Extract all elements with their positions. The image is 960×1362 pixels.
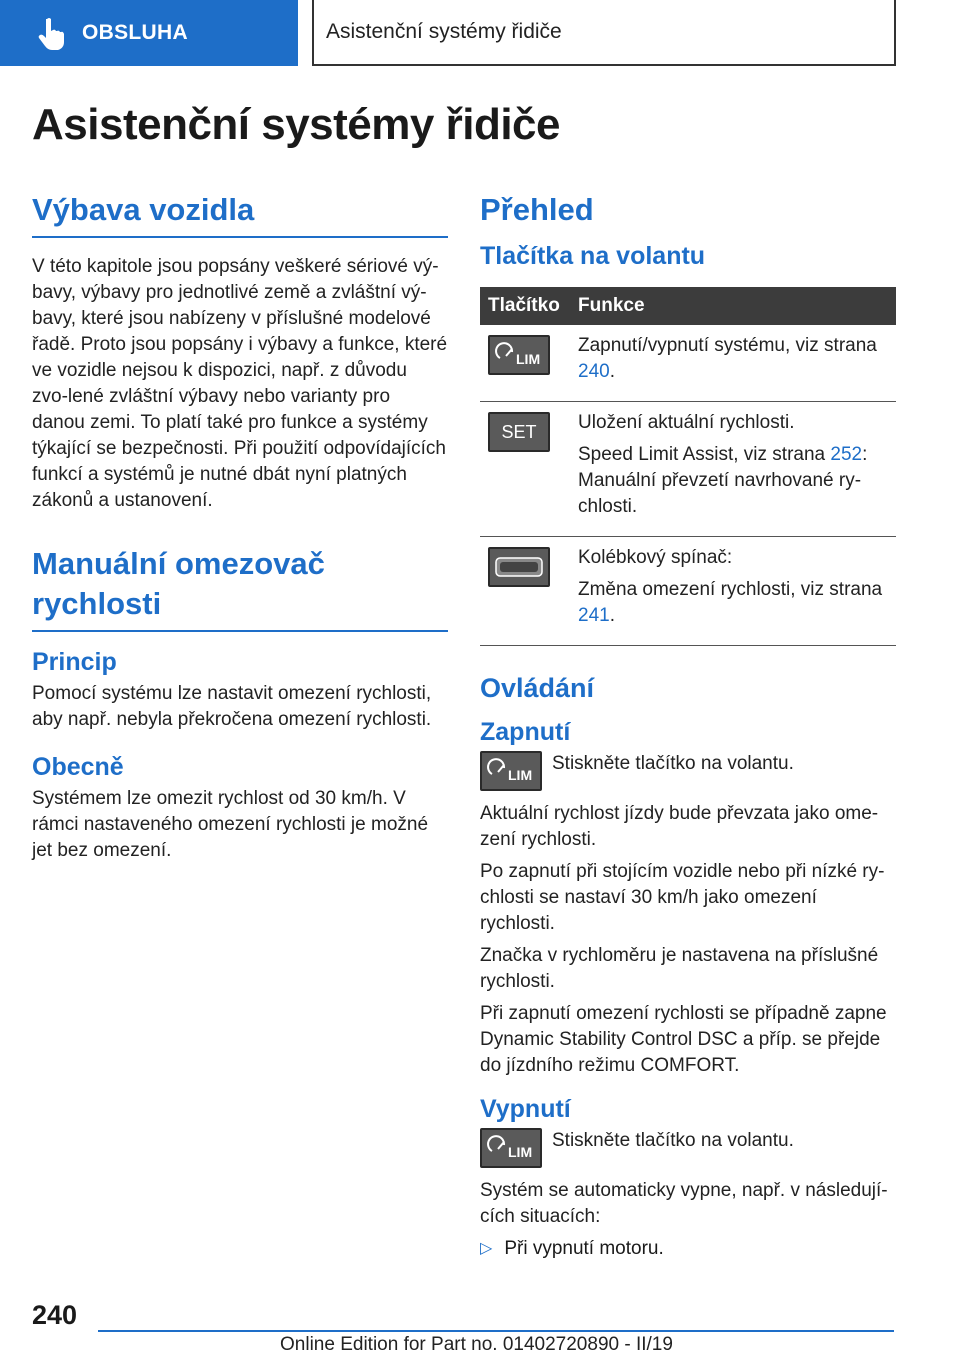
heading-ovladani: Ovládání — [480, 673, 595, 703]
zapnuti-paragraph-1: Aktuální rychlost jízdy bude převzata jako ome-zení rychlosti. — [480, 803, 879, 850]
table-row — [480, 325, 896, 402]
left-column — [32, 190, 448, 870]
hand-pointer-icon — [36, 16, 66, 50]
svg-text:LIM: LIM — [508, 767, 533, 783]
footer-divider — [98, 1330, 894, 1332]
table-header-function: Funkce — [570, 287, 896, 325]
heading-vybava-vozidla: Výbava vozidla — [32, 190, 448, 238]
page-number: 240 — [32, 1300, 78, 1330]
section-tab-label: OBSLUHA — [82, 21, 188, 44]
heading-vypnuti: Vypnutí — [480, 1095, 571, 1123]
right-column — [480, 190, 896, 1262]
heading-tlacitka: Tlačítka na volantu — [480, 242, 706, 270]
vypnuti-paragraph-1: Systém se automaticky vypne, např. v následují-cích situacích: — [480, 1180, 888, 1227]
row2-text-1: Uložení aktuální rychlosti. — [578, 412, 795, 433]
page-title: Asistenční systémy řidiče — [32, 100, 560, 149]
page-link-241[interactable]: 241 — [578, 605, 610, 626]
heading-princip: Princip — [32, 648, 117, 676]
rocker-switch-icon — [488, 547, 550, 587]
breadcrumb: Asistenční systémy řidiče — [312, 0, 896, 66]
lim-button-icon — [480, 1128, 542, 1168]
heading-zapnuti: Zapnutí — [480, 718, 571, 746]
zapnuti-instruction — [480, 751, 896, 791]
page-link-252[interactable]: 252 — [830, 444, 863, 465]
zapnuti-paragraph-4: Při zapnutí omezení rychlosti se případně zapne Dynamic Stability Control DSC a příp. se přejde do jízdního režimu COMFORT. — [480, 1003, 887, 1076]
svg-text:LIM: LIM — [508, 1144, 533, 1160]
lim-button-icon — [488, 335, 550, 375]
paragraph-princip: Pomocí systému lze nastavit omezení rychlosti, aby např. nebyla překročena omezení rychlosti. — [32, 683, 432, 730]
heading-omezovac: Manuální omezovač rychlosti — [32, 544, 448, 632]
footer-edition: Online Edition for Part no. 01402720890 - II/19 — [280, 1334, 673, 1355]
set-button-icon: SET — [488, 412, 550, 452]
paragraph-vybava: V této kapitole jsou popsány veškeré sériové vý-bavy, výbavy pro jednotlivé země a zvláštní vý-bavy, které jsou nabízeny v příslušné modelové řadě. Proto jsou popsány i výbavy a funkce, které ve vozidle nejsou k dispozici, např. z důvodu zvo-lené zvláštní výbavy nebo varianty pro danou zemi. To platí také pro funkce a systémy týkající se bezpečnosti. Při použití odpovídajících funkcí a systémů je nutné dbát nyní platných zákonů a ustanovení. — [32, 256, 448, 511]
table-row — [480, 537, 896, 646]
row3-text-1: Kolébkový spínač: — [578, 547, 733, 568]
table-header-button: Tlačítko — [480, 287, 570, 325]
zapnuti-press-text: Stiskněte tlačítko na volantu. — [552, 753, 794, 774]
row1-text: Zapnutí/vypnutí systému, viz strana 240. — [578, 335, 877, 382]
vypnuti-instruction — [480, 1128, 896, 1168]
heading-prehled: Přehled — [480, 192, 594, 227]
section-tab-obsluha[interactable] — [0, 0, 298, 66]
table-row — [480, 402, 896, 537]
list-item: ▷ Při vypnutí motoru. — [480, 1236, 896, 1262]
heading-obecne: Obecně — [32, 753, 124, 781]
triangle-bullet-icon: ▷ — [480, 1240, 493, 1257]
page-link-240[interactable]: 240 — [578, 361, 610, 382]
page-header — [0, 0, 960, 66]
svg-text:LIM: LIM — [516, 351, 541, 367]
buttons-table — [480, 287, 896, 646]
lim-button-icon — [480, 751, 542, 791]
paragraph-obecne: Systémem lze omezit rychlost od 30 km/h. V rámci nastaveného omezení rychlosti je možné jet bez omezení. — [32, 788, 429, 861]
zapnuti-paragraph-3: Značka v rychloměru je nastavena na příslušné rychlosti. — [480, 945, 879, 992]
vypnuti-press-text: Stiskněte tlačítko na volantu. — [552, 1130, 794, 1151]
row2-text-2: Speed Limit Assist, viz strana 252: Manuální převzetí navrhované ry-chlosti. — [578, 444, 868, 517]
zapnuti-paragraph-2: Po zapnutí při stojícím vozidle nebo při nízké ry-chlosti se nastaví 30 km/h jako omezení rychlosti. — [480, 861, 885, 934]
row3-text-2: Změna omezení rychlosti, viz strana 241. — [578, 579, 883, 626]
